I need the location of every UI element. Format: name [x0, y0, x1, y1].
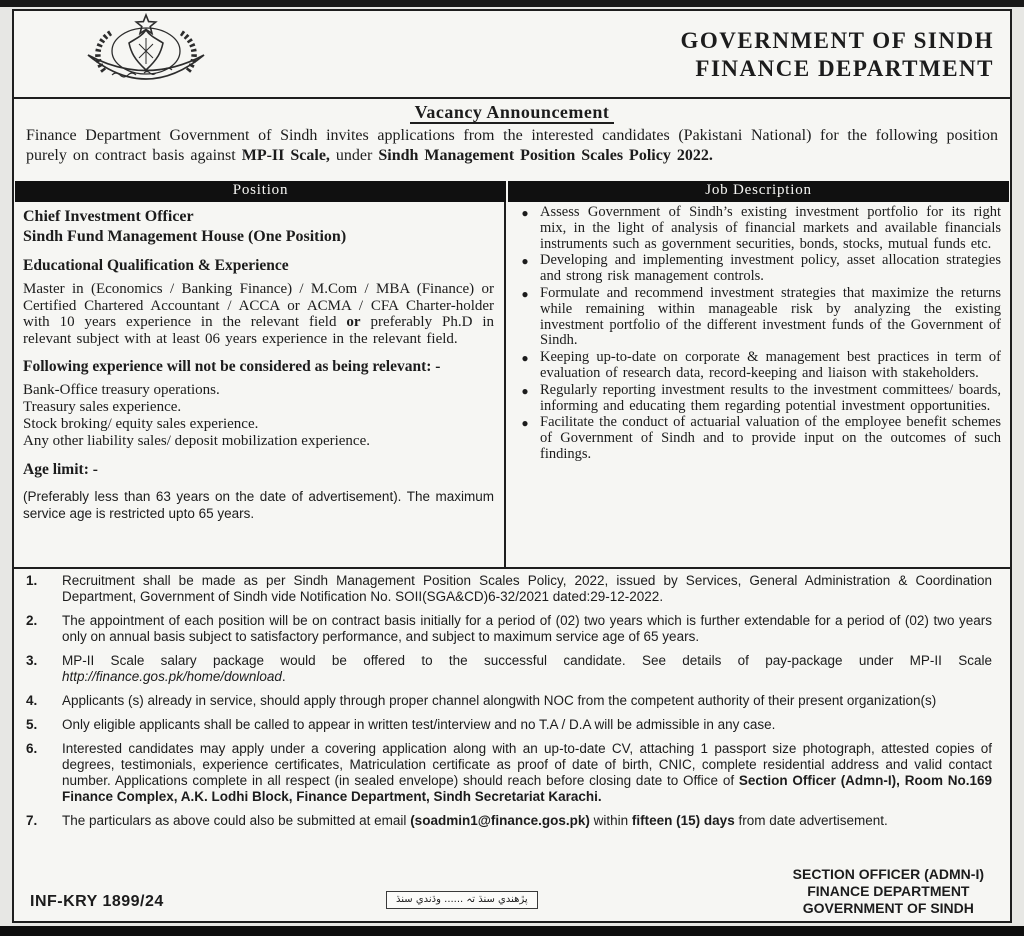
job-description-column-header: Job Description	[508, 181, 1009, 202]
department-title-line1: GOVERNMENT OF SINDH	[680, 28, 994, 53]
table-header-row	[14, 179, 1010, 202]
bullet-text: Keeping up-to-date on corporate & management best practices in term of evaluation of research data, record-keeping and liaison with stakeholders.	[540, 349, 1001, 381]
bullet-item	[510, 205, 1001, 252]
text-segment: (soadmin1@finance.gos.pk)	[410, 813, 590, 828]
note-number: 4.	[26, 693, 38, 708]
note-number: 1.	[26, 573, 38, 588]
signature-line: FINANCE DEPARTMENT	[807, 883, 970, 899]
not-relevant-item: Any other liability sales/ deposit mobilization experience.	[23, 433, 370, 449]
position-subtitle: Sindh Fund Management House (One Position)	[23, 227, 347, 245]
note-text	[62, 741, 992, 805]
note-number: 2.	[26, 613, 38, 628]
signature-block	[793, 866, 984, 917]
qualification-heading: Educational Qualification & Experience	[23, 257, 289, 274]
position-column-header: Position	[15, 181, 506, 202]
note-text	[62, 717, 992, 733]
bullet-dot-icon: ●	[521, 286, 529, 301]
text-segment: Master in (Economics / Banking Finance) / M.Com / MBA (Finance) or Certified Chartered Accountant / ACCA or ACMA / CFA Charter-holder with 10 years experience in the relevant field	[23, 281, 495, 330]
scan-bottom-edge	[0, 926, 1024, 936]
text-segment: Sindh Management Position Scales Policy 2022.	[378, 146, 713, 164]
sindh-government-seal-icon	[54, 13, 224, 99]
bullet-text: Regularly reporting investment results to the investment committees/ boards, informing and educating them regarding potential investment opportunities.	[540, 381, 1001, 414]
age-limit-text: (Preferably less than 63 years on the date of advertisement). The maximum service age is restricted upto 65 years.	[23, 489, 495, 521]
age-limit-heading: Age limit: -	[23, 461, 98, 478]
text-segment: Applicants (s) already in service, should apply through proper channel alongwith NOC from the competent authority of their present organization(s)	[62, 693, 937, 708]
bullet-text: Developing and implementing investment policy, asset allocation strategies and strong risk management controls.	[540, 252, 1001, 285]
not-relevant-item: Bank-Office treasury operations.	[23, 382, 220, 398]
bullet-dot-icon: ●	[521, 416, 529, 431]
note-number: 5.	[26, 717, 38, 732]
table-body-row	[14, 202, 1010, 567]
not-relevant-item: Stock broking/ equity sales experience.	[23, 416, 259, 432]
text-segment: The appointment of each position will be on contract basis initially for a period of (02) two years which is further extendable for a period of (02) two years only on annual basis subject to satisfactory performance, and subject to maximum service age of 65 years.	[62, 613, 992, 644]
footer-section	[14, 861, 1010, 919]
notes-section	[14, 569, 1010, 861]
not-relevant-list	[23, 382, 494, 450]
job-description-bullet-list	[510, 205, 1001, 463]
note-number: 3.	[26, 653, 38, 668]
bullet-item	[510, 286, 1001, 349]
position-cell	[14, 202, 506, 567]
bullet-item	[510, 415, 1001, 462]
inf-reference-number: INF-KRY 1899/24	[30, 893, 164, 910]
announcement-section	[14, 99, 1010, 179]
not-relevant-heading: Following experience will not be considered as being relevant: -	[23, 358, 441, 375]
note-text	[62, 813, 992, 829]
note-number: 7.	[26, 813, 38, 828]
text-segment: within	[589, 813, 632, 828]
bullet-dot-icon: ●	[521, 254, 529, 269]
intro-paragraph	[26, 126, 998, 165]
document-header	[14, 11, 1010, 99]
department-title-line2: FINANCE DEPARTMENT	[695, 56, 994, 81]
text-segment: http://finance.gos.pk/home/download	[62, 669, 282, 684]
note-item	[26, 653, 992, 685]
text-segment: The particulars as above could also be submitted at email	[62, 813, 411, 828]
sindhi-slogan-box: پڙهندي سنڌ تہ ...... وڌندي سنڌ	[386, 891, 538, 909]
bullet-dot-icon: ●	[521, 383, 529, 398]
bullet-dot-icon: ●	[521, 351, 529, 366]
department-title	[224, 11, 1010, 83]
vacancy-table	[14, 179, 1010, 569]
text-segment: Interested candidates may apply under a covering application along with an up-to-date CV, attaching 1 passport size photograph, attested copies of degrees, testimonials, experience certificates, Matriculation certificate as proof of date of birth, CNIC, complete residential address and valid contact number. Applications complete in all respect (in sealed envelope) should reach before closing date to Office of	[62, 741, 992, 788]
text-segment: Only eligible applicants shall be called to appear in written test/interview and no T.A / D.A will be admissible in any case.	[62, 717, 776, 732]
note-text	[62, 613, 992, 645]
text-segment: Section Officer (Admn-I), Room No.169 Finance Complex, A.K. Lodhi Block, Finance Department, Sindh Secretariat Karachi.	[62, 773, 992, 804]
bullet-item	[510, 253, 1001, 285]
note-item	[26, 573, 992, 605]
bullet-item	[510, 350, 1001, 382]
text-segment: or	[346, 314, 361, 330]
note-number: 6.	[26, 741, 38, 756]
bullet-text: Formulate and recommend investment strategies that maximize the returns while remaining within manageable risk by analyzing the existing investment portfolio of the different investment funds of the Government of Sindh.	[540, 284, 1001, 349]
text-segment: MP-II Scale salary package would be offered to the successful candidate. See details of pay-package under MP-II Scale	[62, 653, 992, 668]
text-segment: Recruitment shall be made as per Sindh Management Position Scales Policy, 2022, issued by Services, General Administration & Coordination Department, Government of Sindh vide Notification No. SOII(SGA&CD)6-32/2021 dated:29-12-2022.	[62, 573, 992, 604]
note-text	[62, 693, 992, 709]
job-description-cell	[506, 202, 1010, 567]
note-text	[62, 653, 992, 685]
signature-line: SECTION OFFICER (ADMN-I)	[792, 866, 984, 882]
bullet-dot-icon: ●	[521, 206, 529, 220]
bullet-text: Assess Government of Sindh’s existing investment portfolio for its right mix, in the light of analysis of financial markets and available financials instruments such as government securities, bonds, stocks, mutual funds etc.	[540, 204, 1001, 252]
not-relevant-item: Treasury sales experience.	[23, 399, 182, 415]
note-item	[26, 717, 992, 733]
bullet-text: Facilitate the conduct of actuarial valuation of the employee benefit schemes of Government of Sindh and to provide input on the outcomes of such findings.	[540, 414, 1001, 462]
vacancy-announcement-title: Vacancy Announcement	[410, 102, 615, 124]
note-item	[26, 613, 992, 645]
text-segment: from date advertisement.	[734, 813, 888, 828]
text-segment: .	[281, 669, 286, 684]
note-text	[62, 573, 992, 605]
text-segment: fifteen (15) days	[631, 813, 735, 828]
position-title: Chief Investment Officer	[23, 208, 194, 225]
qualification-text	[23, 281, 494, 347]
bullet-item	[510, 383, 1001, 415]
shield-ornament	[139, 38, 153, 64]
note-item	[26, 741, 992, 805]
document	[12, 9, 1012, 923]
text-segment: under	[329, 146, 379, 164]
signature-line: GOVERNMENT OF SINDH	[802, 900, 974, 916]
text-segment: Finance Department Government of Sindh invites applications from the interested candidates (Pakistani National) for the following position purely on contract basis against	[26, 127, 998, 164]
scan-top-edge	[0, 0, 1024, 7]
text-segment: MP-II Scale,	[241, 146, 330, 164]
note-item	[26, 693, 992, 709]
text-segment: preferably Ph.D in relevant subject with at least 06 years experience in the relevant field.	[23, 314, 495, 347]
note-item	[26, 813, 992, 829]
